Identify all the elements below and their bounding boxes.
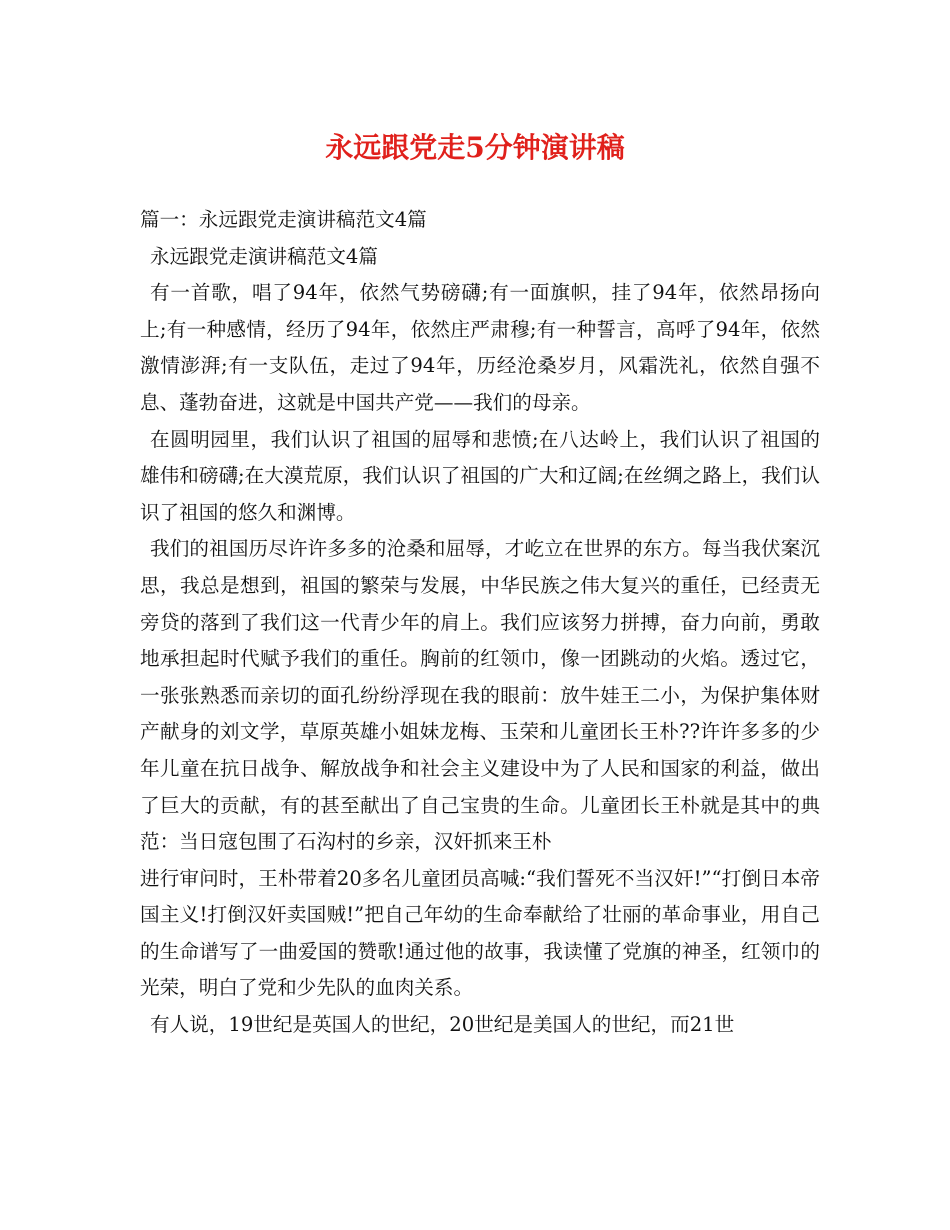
paragraph-3: 我们的祖国历尽许许多多的沧桑和屈辱，才屹立在世界的东方。每当我伏案沉思，我总是想到，祖国的繁荣与发展，中华民族之伟大复兴的重任，已经责无旁贷的落到了我们这一代青少年的肩上。我们应该努力拼搏，奋力向前，勇敢地承担起时代赋予我们的重任。胸前的红领巾，像一团跳动的火焰。透过它，一张张熟悉而亲切的面孔纷纷浮现在我的眼前：放牛娃王二小，为保护集体财产献身的刘文学，草原英雄小姐妹龙梅、玉荣和儿童团长王朴??许许多多的少年儿童在抗日战争、解放战争和社会主义建设中为了人民和国家的利益，做出了巨大的贡献，有的甚至献出了自己宝贵的生命。儿童团长王朴就是其中的典范：当日寇包围了石沟村的乡亲，汉奸抓来王朴 [140, 537, 820, 854]
paragraph-5: 有人说，19世纪是英国人的世纪，20世纪是美国人的世纪，而21世 [150, 1013, 735, 1037]
paragraph-1: 有一首歌，唱了94年，依然气势磅礴;有一面旗帜，挂了94年，依然昂扬向上;有一种感情，经历了94年，依然庄严肃穆;有一种誓言，高呼了94年，依然激情澎湃;有一支队伍，走过了94年，历经沧桑岁月，风霜洗礼，依然自强不息、蓬勃奋进，这就是中国共产党——我们的母亲。 [140, 281, 820, 414]
paragraph-2: 在圆明园里，我们认识了祖国的屈辱和悲愤;在八达岭上，我们认识了祖国的雄伟和磅礴;在大漠荒原，我们认识了祖国的广大和辽阔;在丝绸之路上，我们认识了祖国的悠久和渊博。 [140, 427, 820, 524]
subheading: 永远跟党走演讲稿范文4篇 [150, 244, 378, 268]
document-body [140, 202, 820, 1044]
section-heading: 篇一：永远跟党走演讲稿范文4篇 [140, 208, 427, 231]
page-title: 永远跟党走5分钟演讲稿 [325, 131, 625, 164]
paragraph-4: 进行审问时，王朴带着20多名儿童团员高喊:“我们誓死不当汉奸!”“打倒日本帝国主义!打倒汉奸卖国贼!”把自己年幼的生命奉献给了壮丽的革命事业，用自己的生命谱写了一曲爱国的赞歌!通过他的故事，我读懂了党旗的神圣，红领巾的光荣，明白了党和少先队的血肉关系。 [140, 866, 820, 1000]
